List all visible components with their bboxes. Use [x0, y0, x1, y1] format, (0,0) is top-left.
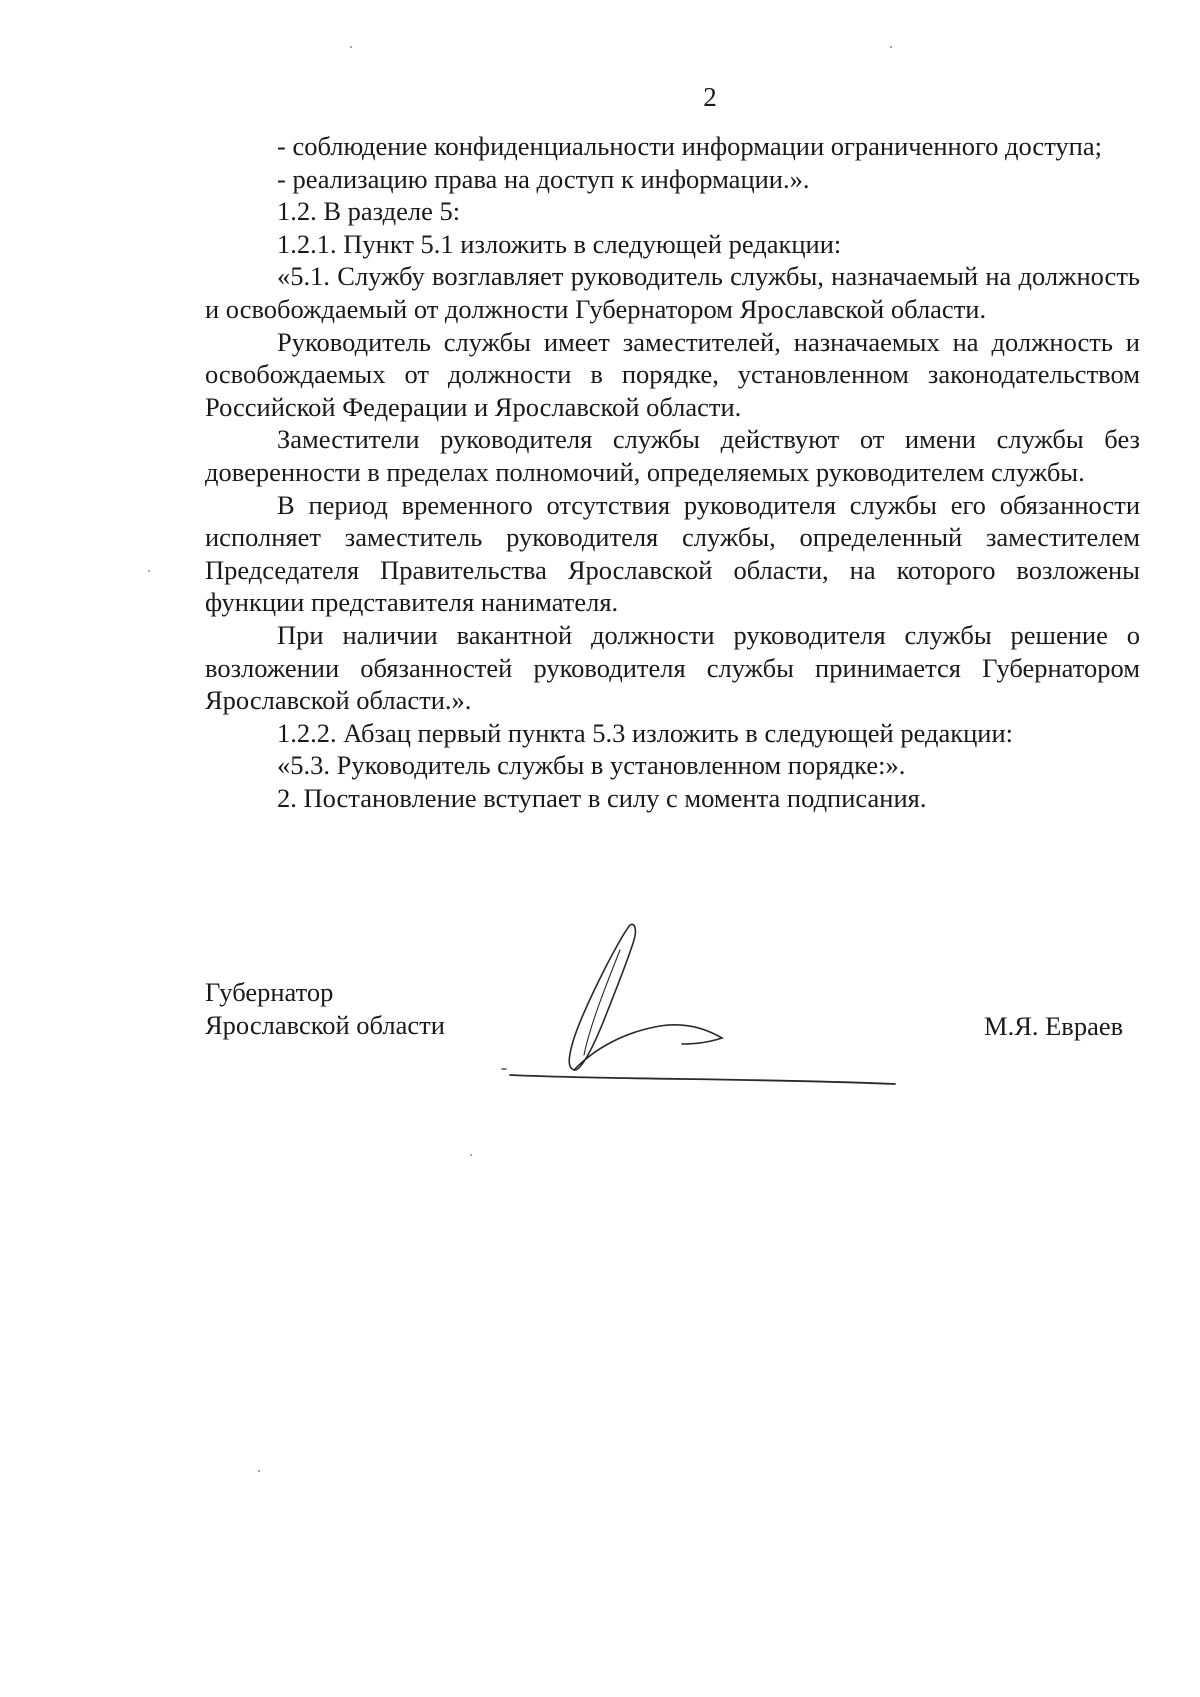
paragraph-section-5: 1.2. В разделе 5: [277, 196, 461, 227]
scan-speck [148, 570, 150, 572]
scan-speck [258, 1470, 260, 1472]
paragraph-item-5-3: «5.3. Руководитель службы в установленном порядке:». [277, 750, 906, 781]
paragraph-access-right: - реализацию права на доступ к информации.». [277, 163, 810, 194]
paragraph-item-5-1: «5.1. Службу возглавляет руководитель службы, назначаемый на должность и освобождаемый от должности Губернатором Ярославской области. [205, 261, 1140, 324]
signatory-position [205, 976, 445, 1042]
paragraph-item-1-2-1: 1.2.1. Пункт 5.1 изложить в следующей редакции: [277, 228, 842, 259]
scan-speck [890, 46, 892, 48]
handwritten-signature [500, 920, 900, 1100]
paragraph-effective-date: 2. Постановление вступает в силу с момента подписания. [277, 782, 927, 813]
signatory-name: М.Я. Евраев [984, 1011, 1124, 1041]
paragraph-item-1-2-2: 1.2.2. Абзац первый пункта 5.3 изложить в следующей редакции: [277, 717, 1014, 748]
paragraph-temporary-absence: В период временного отсутствия руководителя службы его обязанности исполняет заместитель руководителя службы, определенный заместителем Председателя Правительства Ярославской области, на которого возложены функции представителя нанимателя. [205, 489, 1140, 618]
scan-speck [350, 46, 352, 48]
paragraph-deputies: Руководитель службы имеет заместителей, назначаемых на должность и освобождаемых от должности в порядке, установленном законодательством Российской Федерации и Ярославской области. [205, 326, 1140, 422]
paragraph-deputies-act: Заместители руководителя службы действуют от имени службы без доверенности в пределах полномочий, определяемых руководителем службы. [205, 424, 1140, 487]
page-number: 2 [703, 82, 717, 112]
scan-speck [470, 1154, 472, 1156]
signatory-position-line-1: Губернатор [205, 977, 334, 1007]
signatory-position-line-2: Ярославской области [205, 1010, 445, 1040]
paragraph-confidentiality: - соблюдение конфиденциальности информации ограниченного доступа; [277, 131, 1102, 161]
paragraph-vacancy: При наличии вакантной должности руководителя службы решение о возложении обязанностей руководителя службы принимается Губернатором Ярославской области.». [205, 619, 1140, 716]
